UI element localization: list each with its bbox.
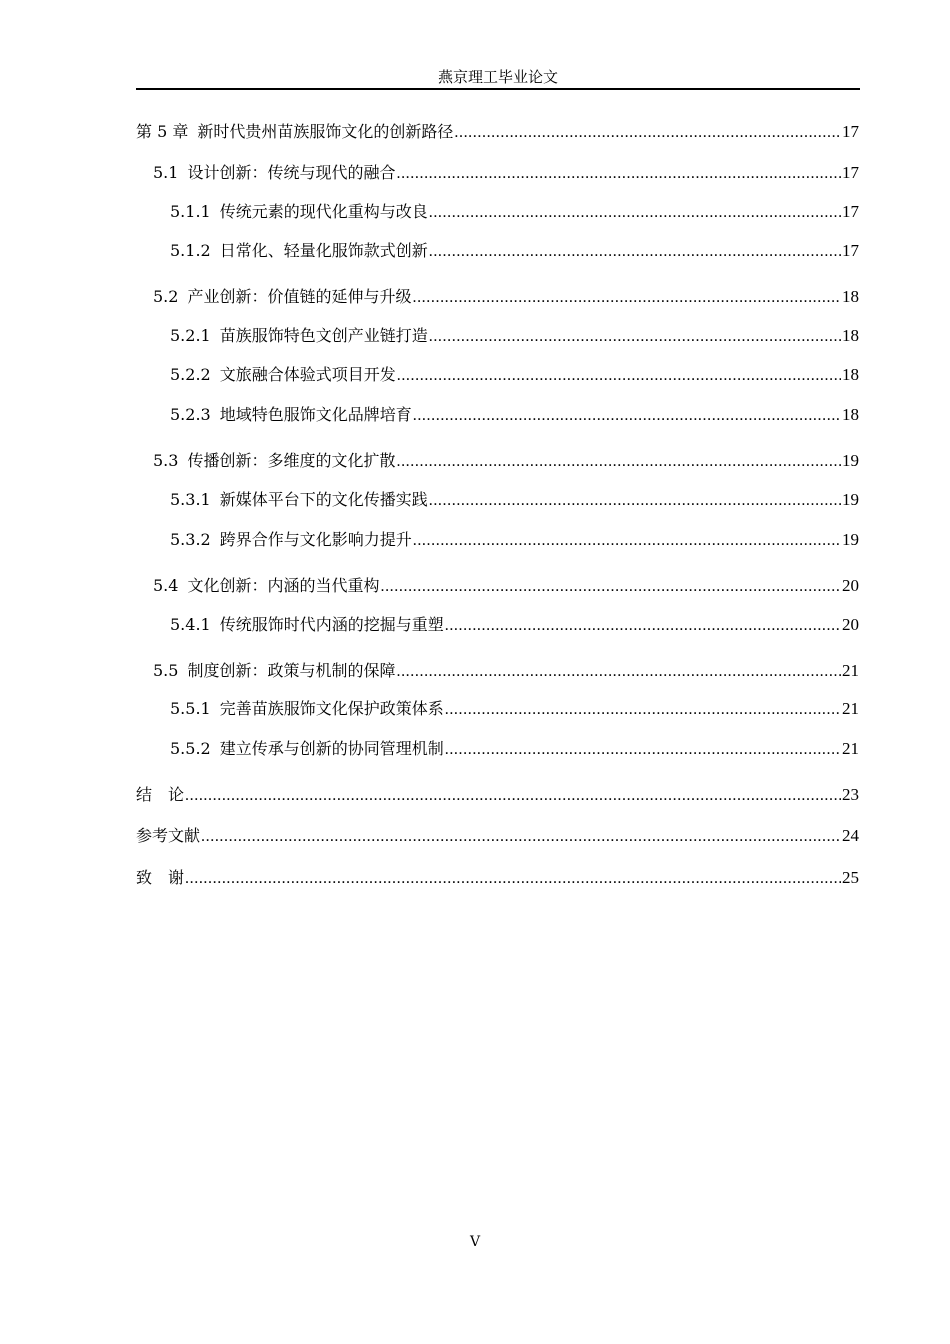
toc-page: 21	[842, 739, 859, 758]
toc-title: 跨界合作与文化影响力提升	[219, 530, 412, 549]
toc-entry[interactable]	[153, 284, 859, 310]
toc-title: 产业创新：价值链的延伸与升级	[187, 287, 412, 306]
toc-title: 传播创新：多维度的文化扩散	[187, 451, 396, 470]
toc-entry-conclusion[interactable]	[136, 782, 859, 808]
toc-title: 新媒体平台下的文化传播实践	[219, 490, 428, 509]
toc-number: 5.1.2	[170, 241, 211, 260]
toc-entry[interactable]	[170, 696, 859, 722]
toc-title: 传统元素的现代化重构与改良	[219, 202, 428, 221]
toc-number: 5.5	[153, 661, 179, 680]
toc-number: 5.3.2	[170, 530, 211, 549]
toc-page: 17	[842, 163, 859, 182]
toc-number: 5.1.1	[170, 202, 211, 221]
toc-title: 完善苗族服饰文化保护政策体系	[219, 699, 444, 718]
toc-leader	[454, 120, 841, 146]
toc-page: 24	[842, 826, 859, 845]
toc-page: 20	[842, 576, 859, 595]
toc-entry[interactable]	[170, 323, 859, 349]
toc-page: 17	[842, 202, 859, 221]
toc-page: 19	[842, 530, 859, 549]
toc-title: 苗族服饰特色文创产业链打造	[219, 326, 428, 345]
toc-number: 5.3.1	[170, 490, 211, 509]
toc-entry[interactable]	[153, 160, 859, 186]
toc-page: 23	[842, 785, 859, 804]
toc-entry[interactable]	[153, 658, 859, 684]
toc-page: 18	[842, 326, 859, 345]
toc-title: 建立传承与创新的协同管理机制	[219, 739, 444, 758]
toc-page: 17	[842, 241, 859, 260]
toc-leader	[412, 285, 841, 311]
toc-leader	[380, 574, 841, 600]
toc-title: 传统服饰时代内涵的挖掘与重塑	[219, 615, 444, 634]
toc-entry[interactable]	[153, 573, 859, 599]
page-header: 燕京理工毕业论文	[437, 68, 558, 86]
toc-title: 文旅融合体验式项目开发	[219, 365, 396, 384]
toc-entry[interactable]	[153, 448, 859, 474]
toc-leader	[185, 783, 841, 809]
toc-entry[interactable]	[170, 527, 859, 553]
toc-entry[interactable]	[170, 199, 859, 225]
toc-leader	[396, 161, 841, 187]
toc-leader	[429, 200, 841, 226]
toc-entry-acknowledgements[interactable]	[136, 865, 859, 891]
toc-title: 结 论	[136, 785, 185, 804]
toc-page: 19	[842, 490, 859, 509]
header-rule	[136, 88, 860, 90]
toc-page: 19	[842, 451, 859, 470]
toc-title: 文化创新：内涵的当代重构	[187, 576, 380, 595]
toc-entry[interactable]	[136, 119, 859, 145]
toc-entry-references[interactable]	[136, 823, 859, 849]
toc-number: 5.2	[153, 287, 179, 306]
toc-page: 25	[842, 868, 859, 887]
toc-leader	[445, 697, 841, 723]
toc-number: 5.2.1	[170, 326, 211, 345]
toc-number: 5.5.2	[170, 739, 211, 758]
toc-entry[interactable]	[170, 362, 859, 388]
toc-page: 18	[842, 287, 859, 306]
toc-title: 致 谢	[136, 868, 185, 887]
toc-page: 21	[842, 661, 859, 680]
toc-number: 5.4	[153, 576, 179, 595]
toc-page: 17	[842, 122, 859, 141]
toc-leader	[396, 449, 841, 475]
toc-number: 第 5 章	[136, 122, 189, 141]
toc-page: 20	[842, 615, 859, 634]
toc-leader	[185, 866, 841, 892]
toc-leader	[445, 613, 841, 639]
toc-entry[interactable]	[170, 736, 859, 762]
toc-number: 5.1	[153, 163, 179, 182]
toc-title: 地域特色服饰文化品牌培育	[219, 405, 412, 424]
toc-entry[interactable]	[170, 402, 859, 428]
toc-page: 18	[842, 365, 859, 384]
toc-leader	[429, 324, 841, 350]
toc-leader	[201, 824, 841, 850]
toc-leader	[413, 528, 841, 554]
toc-title: 制度创新：政策与机制的保障	[187, 661, 396, 680]
toc-number: 5.3	[153, 451, 179, 470]
toc-page: 18	[842, 405, 859, 424]
toc-entry[interactable]	[170, 612, 859, 638]
toc-leader	[429, 239, 841, 265]
page-number: V	[469, 1234, 481, 1250]
toc-number: 5.4.1	[170, 615, 211, 634]
toc-number: 5.2.2	[170, 365, 211, 384]
toc-title: 新时代贵州苗族服饰文化的创新路径	[197, 122, 454, 141]
toc-title: 参考文献	[136, 826, 201, 845]
toc-number: 5.5.1	[170, 699, 211, 718]
toc-leader	[397, 363, 841, 389]
toc-title: 设计创新：传统与现代的融合	[187, 163, 396, 182]
toc-entry[interactable]	[170, 238, 859, 264]
toc-number: 5.2.3	[170, 405, 211, 424]
toc-leader	[445, 737, 841, 763]
toc-leader	[413, 403, 841, 429]
toc-title: 日常化、轻量化服饰款式创新	[219, 241, 428, 260]
toc-leader	[429, 488, 841, 514]
toc-page: 21	[842, 699, 859, 718]
toc-entry[interactable]	[170, 487, 859, 513]
toc-leader	[396, 659, 841, 685]
